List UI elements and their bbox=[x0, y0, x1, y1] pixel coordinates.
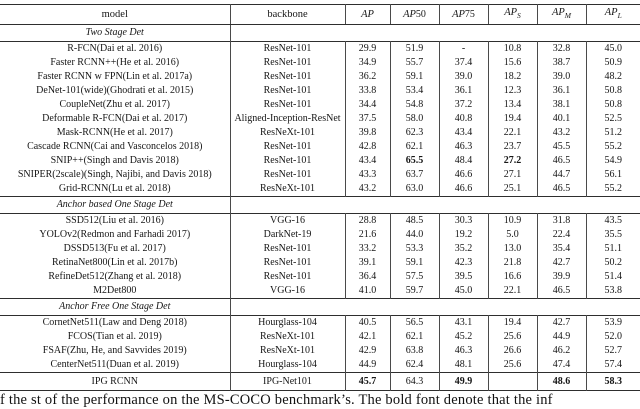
metric-cell: 46.3 bbox=[439, 344, 488, 358]
metric-cell: 40.8 bbox=[439, 112, 488, 126]
metric-cell: 62.4 bbox=[390, 358, 439, 373]
model-cell: CoupleNet(Zhu et al. 2017) bbox=[0, 98, 230, 112]
metric-cell: 22.4 bbox=[537, 228, 586, 242]
metric-cell: 31.8 bbox=[537, 214, 586, 229]
metric-cell: 38.7 bbox=[537, 56, 586, 70]
metric-cell: 40.1 bbox=[537, 112, 586, 126]
metric-cell: 19.4 bbox=[488, 112, 537, 126]
metric-cell: 53.3 bbox=[390, 242, 439, 256]
metric-cell: 50.2 bbox=[604, 257, 622, 269]
column-header: AP bbox=[345, 5, 390, 25]
metric-cell: 62.1 bbox=[390, 330, 439, 344]
metric-cell: 5.0 bbox=[488, 228, 537, 242]
metric-cell: 28.8 bbox=[345, 214, 390, 229]
backbone-cell: ResNet-101 bbox=[230, 70, 345, 84]
metric-cell: 63.7 bbox=[390, 168, 439, 182]
metric-cell: 42.7 bbox=[537, 256, 586, 270]
metric-cell: 55.2 bbox=[604, 183, 622, 195]
table-row bbox=[0, 70, 640, 84]
model-cell: Grid-RCNN(Lu et al. 2018) bbox=[0, 182, 230, 197]
metric-cell: 21.6 bbox=[345, 228, 390, 242]
metric-cell: 43.4 bbox=[345, 154, 390, 168]
table-row bbox=[0, 168, 640, 182]
metric-cell: 55.7 bbox=[390, 56, 439, 70]
metric-cell: 39.8 bbox=[345, 126, 390, 140]
metric-cell: 44.9 bbox=[345, 358, 390, 373]
metric-cell: 29.9 bbox=[345, 42, 390, 57]
metric-cell: 46.5 bbox=[537, 284, 586, 299]
metric-cell bbox=[488, 373, 537, 391]
metric-cell: 59.7 bbox=[390, 284, 439, 299]
metric-cell: 45.0 bbox=[604, 43, 622, 55]
metric-cell: 45.0 bbox=[439, 284, 488, 299]
metric-cell: 57.4 bbox=[604, 359, 622, 371]
backbone-cell: ResNet-101 bbox=[230, 242, 345, 256]
metric-cell: 30.3 bbox=[439, 214, 488, 229]
metric-cell: 59.1 bbox=[390, 256, 439, 270]
metric-cell: 27.1 bbox=[488, 168, 537, 182]
model-cell: SNIP++(Singh and Davis 2018) bbox=[0, 154, 230, 168]
model-cell: M2Det800 bbox=[0, 284, 230, 299]
metric-cell: 33.8 bbox=[345, 84, 390, 98]
model-cell: RetinaNet800(Lin et al. 2017b) bbox=[0, 256, 230, 270]
backbone-cell: ResNeXt-101 bbox=[230, 126, 345, 140]
table-row bbox=[0, 316, 640, 331]
metric-cell: 39.0 bbox=[537, 70, 586, 84]
metric-cell: 46.6 bbox=[439, 168, 488, 182]
metric-cell: 39.1 bbox=[345, 256, 390, 270]
metric-cell: 10.8 bbox=[488, 42, 537, 57]
backbone-cell: IPG-Net101 bbox=[230, 373, 345, 391]
metric-cell: 51.4 bbox=[604, 271, 622, 283]
model-cell: R-FCN(Dai et al. 2016) bbox=[0, 42, 230, 57]
column-header: $AP_M$ bbox=[537, 5, 586, 25]
table-row bbox=[0, 182, 640, 197]
metric-cell: 12.3 bbox=[488, 84, 537, 98]
model-cell: DeNet-101(wide)(Ghodrati et al. 2015) bbox=[0, 84, 230, 98]
section-label: Two Stage Det bbox=[0, 25, 230, 42]
backbone-cell: ResNeXt-101 bbox=[230, 344, 345, 358]
metric-cell: 44.0 bbox=[390, 228, 439, 242]
backbone-cell: ResNet-101 bbox=[230, 140, 345, 154]
metric-cell: 49.9 bbox=[439, 373, 488, 391]
metric-cell: 50.8 bbox=[604, 85, 622, 97]
results-table bbox=[0, 4, 640, 391]
metric-cell: 51.9 bbox=[390, 42, 439, 57]
metric-cell: 44.9 bbox=[537, 330, 586, 344]
caption: f the st of the performance on the MS-COCO benchmark’s. The bold font denote that the inf bbox=[0, 392, 553, 408]
metric-cell: 33.2 bbox=[345, 242, 390, 256]
metric-cell: 36.4 bbox=[345, 270, 390, 284]
metric-cell: 48.4 bbox=[439, 154, 488, 168]
metric-cell: 35.5 bbox=[604, 229, 622, 241]
metric-cell: 25.6 bbox=[488, 330, 537, 344]
metric-cell: 64.3 bbox=[390, 373, 439, 391]
metric-cell: 21.8 bbox=[488, 256, 537, 270]
model-cell: Faster RCNN++(He et al. 2016) bbox=[0, 56, 230, 70]
table-row bbox=[0, 284, 640, 299]
metric-cell: 42.8 bbox=[345, 140, 390, 154]
metric-cell: 43.4 bbox=[439, 126, 488, 140]
table-row bbox=[0, 256, 640, 270]
metric-cell: 45.7 bbox=[345, 373, 390, 391]
metric-cell: 46.3 bbox=[439, 140, 488, 154]
metric-cell: 43.2 bbox=[537, 126, 586, 140]
model-cell: YOLOv2(Redmon and Farhadi 2017) bbox=[0, 228, 230, 242]
metric-cell: 43.3 bbox=[345, 168, 390, 182]
metric-cell: 36.2 bbox=[345, 70, 390, 84]
table-row bbox=[0, 112, 640, 126]
backbone-cell: ResNet-101 bbox=[230, 98, 345, 112]
backbone-cell: Hourglass-104 bbox=[230, 358, 345, 373]
metric-cell: 42.1 bbox=[345, 330, 390, 344]
column-header: AP75 bbox=[439, 5, 488, 25]
metric-cell: 37.5 bbox=[345, 112, 390, 126]
model-cell: RefineDet512(Zhang et al. 2018) bbox=[0, 270, 230, 284]
model-cell: FSAF(Zhu, He, and Savvides 2019) bbox=[0, 344, 230, 358]
metric-cell: 56.5 bbox=[390, 316, 439, 331]
column-header: model bbox=[0, 5, 230, 25]
metric-cell: 55.2 bbox=[604, 141, 622, 153]
metric-cell: 35.4 bbox=[537, 242, 586, 256]
metric-cell: 39.5 bbox=[439, 270, 488, 284]
backbone-cell: DarkNet-19 bbox=[230, 228, 345, 242]
table-body bbox=[0, 25, 640, 391]
section-row-spacer bbox=[230, 197, 640, 214]
backbone-cell: VGG-16 bbox=[230, 284, 345, 299]
metric-cell: 46.2 bbox=[537, 344, 586, 358]
metric-cell: 54.8 bbox=[390, 98, 439, 112]
model-cell: Deformable R-FCN(Dai et al. 2017) bbox=[0, 112, 230, 126]
backbone-cell: ResNet-101 bbox=[230, 168, 345, 182]
table-row bbox=[0, 270, 640, 284]
metric-cell: 32.8 bbox=[537, 42, 586, 57]
section-row bbox=[0, 25, 640, 42]
metric-cell: 50.8 bbox=[604, 99, 622, 111]
metric-cell: 47.4 bbox=[537, 358, 586, 373]
metric-cell: 63.8 bbox=[390, 344, 439, 358]
metric-cell: 36.1 bbox=[439, 84, 488, 98]
section-row bbox=[0, 197, 640, 214]
metric-cell: 19.2 bbox=[439, 228, 488, 242]
model-cell: DSSD513(Fu et al. 2017) bbox=[0, 242, 230, 256]
model-cell: Faster RCNN w FPN(Lin et al. 2017a) bbox=[0, 70, 230, 84]
metric-cell: 51.1 bbox=[604, 243, 622, 255]
metric-cell: 48.6 bbox=[537, 373, 586, 391]
metric-cell: 48.2 bbox=[604, 71, 622, 83]
metric-cell: 39.0 bbox=[439, 70, 488, 84]
metric-cell: 18.2 bbox=[488, 70, 537, 84]
table-row bbox=[0, 56, 640, 70]
metric-cell: 40.5 bbox=[345, 316, 390, 331]
metric-cell: 39.9 bbox=[537, 270, 586, 284]
metric-cell: 42.7 bbox=[537, 316, 586, 331]
metric-cell: 52.0 bbox=[604, 331, 622, 343]
metric-cell: 22.1 bbox=[488, 126, 537, 140]
model-cell: SNIPER(2scale)(Singh, Najibi, and Davis 2018) bbox=[0, 168, 230, 182]
metric-cell: 36.1 bbox=[537, 84, 586, 98]
model-cell: CenterNet511(Duan et al. 2019) bbox=[0, 358, 230, 373]
metric-cell: 25.1 bbox=[488, 182, 537, 197]
model-cell: IPG RCNN bbox=[0, 373, 230, 391]
metric-cell: 27.2 bbox=[488, 154, 537, 168]
metric-cell: 37.4 bbox=[439, 56, 488, 70]
metric-cell: 16.6 bbox=[488, 270, 537, 284]
table-row bbox=[0, 228, 640, 242]
backbone-cell: Hourglass-104 bbox=[230, 316, 345, 331]
backbone-cell: VGG-16 bbox=[230, 214, 345, 229]
table-row bbox=[0, 126, 640, 140]
metric-cell: 56.1 bbox=[604, 169, 622, 181]
table-row bbox=[0, 330, 640, 344]
section-label: Anchor Free One Stage Det bbox=[0, 299, 230, 316]
metric-cell: 62.1 bbox=[390, 140, 439, 154]
backbone-cell: ResNet-101 bbox=[230, 270, 345, 284]
metric-cell: 54.9 bbox=[604, 155, 622, 167]
backbone-cell: ResNet-101 bbox=[230, 56, 345, 70]
metric-cell: 53.9 bbox=[604, 317, 622, 329]
metric-cell: 42.3 bbox=[439, 256, 488, 270]
backbone-cell: ResNeXt-101 bbox=[230, 182, 345, 197]
metric-cell: 50.9 bbox=[604, 57, 622, 69]
table-row bbox=[0, 344, 640, 358]
model-cell: FCOS(Tian et al. 2019) bbox=[0, 330, 230, 344]
metric-cell: 65.5 bbox=[390, 154, 439, 168]
backbone-cell: ResNet-101 bbox=[230, 256, 345, 270]
metric-cell: 19.4 bbox=[488, 316, 537, 331]
metric-cell: 23.7 bbox=[488, 140, 537, 154]
metric-cell: 59.1 bbox=[390, 70, 439, 84]
model-cell: SSD512(Liu et al. 2016) bbox=[0, 214, 230, 229]
metric-cell: 46.6 bbox=[439, 182, 488, 197]
backbone-cell: Aligned-Inception-ResNet bbox=[230, 112, 345, 126]
metric-cell: 45.5 bbox=[537, 140, 586, 154]
metric-cell: 15.6 bbox=[488, 56, 537, 70]
model-cell: Cascade RCNN(Cai and Vasconcelos 2018) bbox=[0, 140, 230, 154]
metric-cell: - bbox=[439, 42, 488, 57]
table-row bbox=[0, 154, 640, 168]
column-header: $AP_S$ bbox=[488, 5, 537, 25]
metric-cell: 34.4 bbox=[345, 98, 390, 112]
metric-cell: 43.5 bbox=[604, 215, 622, 227]
section-row-spacer bbox=[230, 25, 640, 42]
metric-cell: 58.3 bbox=[604, 376, 622, 388]
column-header: $AP_L$ bbox=[586, 5, 640, 25]
metric-cell: 51.2 bbox=[604, 127, 622, 139]
model-cell: Mask-RCNN(He et al. 2017) bbox=[0, 126, 230, 140]
metric-cell: 63.0 bbox=[390, 182, 439, 197]
metric-cell: 10.9 bbox=[488, 214, 537, 229]
table-header bbox=[0, 5, 640, 25]
section-label: Anchor based One Stage Det bbox=[0, 197, 230, 214]
table-row bbox=[0, 42, 640, 57]
metric-cell: 62.3 bbox=[390, 126, 439, 140]
model-cell: CornetNet511(Law and Deng 2018) bbox=[0, 316, 230, 331]
metric-cell: 37.2 bbox=[439, 98, 488, 112]
metric-cell: 44.7 bbox=[537, 168, 586, 182]
table-row bbox=[0, 242, 640, 256]
section-row-spacer bbox=[230, 299, 640, 316]
metric-cell: 26.6 bbox=[488, 344, 537, 358]
table-row bbox=[0, 84, 640, 98]
metric-cell: 42.9 bbox=[345, 344, 390, 358]
table-row bbox=[0, 98, 640, 112]
metric-cell: 13.0 bbox=[488, 242, 537, 256]
section-row bbox=[0, 299, 640, 316]
column-header: backbone bbox=[230, 5, 345, 25]
metric-cell: 41.0 bbox=[345, 284, 390, 299]
backbone-cell: ResNet-101 bbox=[230, 154, 345, 168]
table-row bbox=[0, 214, 640, 229]
metric-cell: 35.2 bbox=[439, 242, 488, 256]
backbone-cell: ResNeXt-101 bbox=[230, 330, 345, 344]
metric-cell: 22.1 bbox=[488, 284, 537, 299]
column-header: AP50 bbox=[390, 5, 439, 25]
metric-cell: 13.4 bbox=[488, 98, 537, 112]
metric-cell: 34.9 bbox=[345, 56, 390, 70]
metric-cell: 53.8 bbox=[604, 285, 622, 297]
metric-cell: 48.5 bbox=[390, 214, 439, 229]
metric-cell: 46.5 bbox=[537, 154, 586, 168]
table-row bbox=[0, 358, 640, 373]
metric-cell: 38.1 bbox=[537, 98, 586, 112]
metric-cell: 48.1 bbox=[439, 358, 488, 373]
metric-cell: 43.2 bbox=[345, 182, 390, 197]
metric-cell: 46.5 bbox=[537, 182, 586, 197]
metric-cell: 43.1 bbox=[439, 316, 488, 331]
backbone-cell: ResNet-101 bbox=[230, 84, 345, 98]
metric-cell: 45.2 bbox=[439, 330, 488, 344]
metric-cell: 53.4 bbox=[390, 84, 439, 98]
backbone-cell: ResNet-101 bbox=[230, 42, 345, 57]
table-row bbox=[0, 373, 640, 391]
metric-cell: 25.6 bbox=[488, 358, 537, 373]
metric-cell: 52.5 bbox=[604, 113, 622, 125]
metric-cell: 52.7 bbox=[604, 345, 622, 357]
table-row bbox=[0, 140, 640, 154]
metric-cell: 58.0 bbox=[390, 112, 439, 126]
metric-cell: 57.5 bbox=[390, 270, 439, 284]
